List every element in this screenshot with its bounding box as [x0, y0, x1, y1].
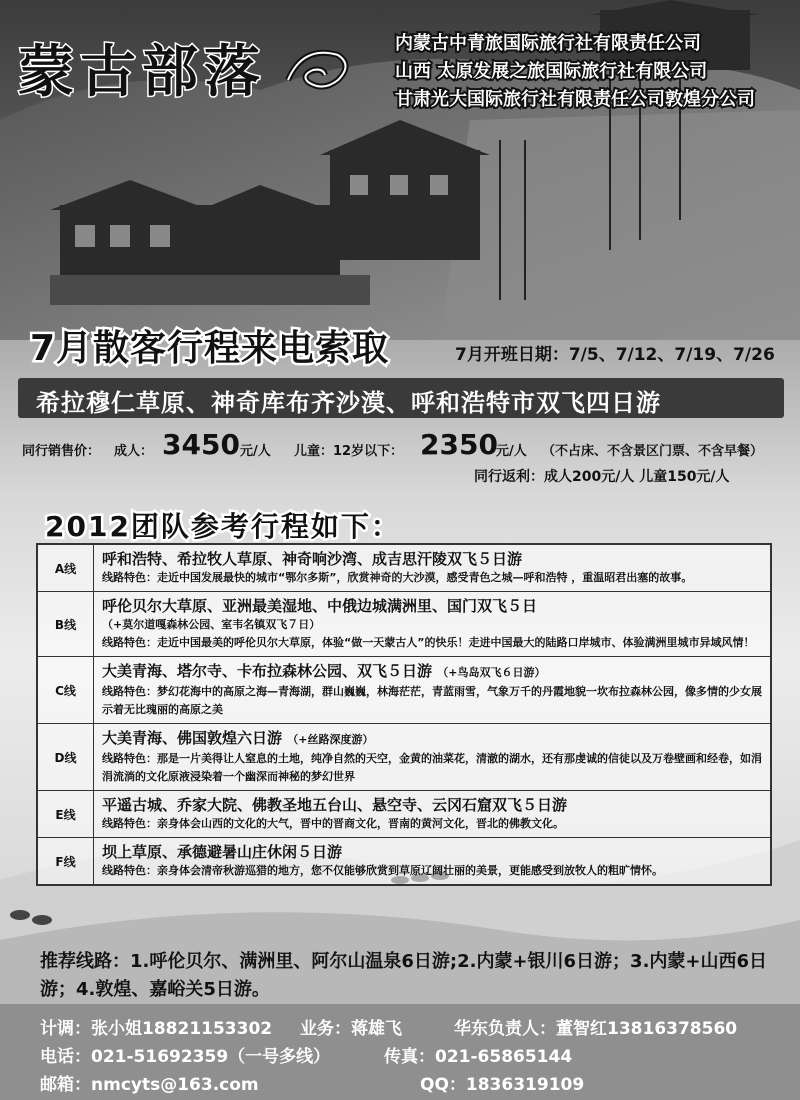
- price-row: [22, 428, 792, 464]
- headline: 7月散客行程来电索取: [30, 328, 390, 369]
- itinerary-table: [36, 543, 772, 886]
- child-price: 2350: [420, 428, 498, 461]
- child-label: 儿童：12岁以下：: [294, 444, 404, 459]
- route-code: A线: [38, 545, 94, 591]
- class-dates: 7月开班日期：7/5、7/12、7/19、7/26: [455, 345, 775, 365]
- route-title: 坝上草原、承德避暑山庄休闲５日游: [102, 843, 343, 861]
- swirl-logo-icon: [283, 40, 353, 100]
- sales-contact: 业务：蒋雄飞: [300, 1019, 402, 1039]
- route-description: 线路特色：亲身体会山西的文化的大气，晋中的晋商文化，晋南的黄河文化，晋北的佛教文化。: [102, 817, 564, 830]
- price-note: （不占床、不含景区门票、不含早餐）: [542, 444, 764, 459]
- company-name: 山西 太原发展之旅国际旅行社有限公司: [395, 61, 708, 82]
- route-code: D线: [38, 724, 94, 790]
- fax-number: 传真：021-65865144: [384, 1047, 573, 1067]
- price-label: 同行销售价：: [22, 444, 101, 459]
- itinerary-row: [38, 837, 770, 884]
- east-china-contact: 华东负责人：董智红13816378560: [454, 1019, 738, 1039]
- route-code: B线: [38, 592, 94, 656]
- company-name: 内蒙古中青旅国际旅行社有限责任公司: [395, 33, 701, 54]
- route-code: C线: [38, 657, 94, 723]
- logo: [18, 20, 348, 110]
- child-unit: 元/人: [496, 444, 527, 459]
- company-list: [395, 30, 795, 114]
- itinerary-row: [38, 656, 770, 723]
- featured-route-banner: [18, 378, 784, 418]
- contact-bar: [0, 1004, 800, 1100]
- route-extra: （+丝路深度游）: [287, 733, 374, 746]
- route-description: 线路特色：那是一片美得让人窒息的土地，纯净自然的天空，金黄的油菜花，清澈的湖水，还有那虔诚的信徒以及万卷壁画和经卷，如涓涓流淌的文化原液浸染着一个幽深而神秘的梦幻世界: [102, 752, 762, 783]
- route-title: 大美青海、塔尔寺、卡布拉森林公园、双飞５日游: [102, 662, 433, 680]
- route-description: 线路特色：走近中国最美的呼伦贝尔大草原，体验“做一天蒙古人”的快乐！走进中国最大的陆路口岸城市、体验满洲里城市异域风情！: [102, 636, 755, 649]
- route-code: E线: [38, 791, 94, 837]
- adult-label: 成人：: [114, 444, 154, 459]
- route-description: 线路特色：梦幻花海中的高原之海—青海湖，群山巍巍，林海茫茫，青蓝雨雪，气象万千的丹霞地貌一坎布拉森林公园，像多情的少女展示着无比瑰丽的高原之美: [102, 685, 762, 716]
- route-title: 呼伦贝尔大草原、亚洲最美湿地、中俄边城满洲里、国门双飞５日: [102, 597, 538, 615]
- route-title: 平遥古城、乔家大院、佛教圣地五台山、悬空寺、云冈石窟双飞５日游: [102, 796, 568, 814]
- itinerary-row: [38, 790, 770, 837]
- route-code: F线: [38, 838, 94, 884]
- phone-number: 电话：021-51692359（一号多线）: [40, 1047, 331, 1067]
- route-title: 大美青海、佛国敦煌六日游: [102, 729, 283, 747]
- itinerary-row: [38, 591, 770, 656]
- featured-route-title: 希拉穆仁草原、神奇库布齐沙漠、呼和浩特市双飞四日游: [36, 389, 661, 417]
- qq-number: QQ：1836319109: [420, 1075, 585, 1095]
- logo-text: 蒙古部落: [18, 39, 266, 105]
- adult-price: 3450: [162, 428, 240, 461]
- recommended-routes: 推荐线路：1.呼伦贝尔、满洲里、阿尔山温泉6日游;2.内蒙+银川6日游；3.内蒙+山西6日游；4.敦煌、嘉峪关5日游。: [40, 951, 768, 1000]
- company-name: 甘肃光大国际旅行社有限责任公司敦煌分公司: [395, 89, 755, 110]
- route-extra: （+鸟岛双飞６日游）: [437, 666, 546, 679]
- route-description: 线路特色：走近中国发展最快的城市“鄂尔多斯”，欣赏神奇的大沙漠，感受青色之城—呼和浩特 ，重温昭君出塞的故事。: [102, 571, 693, 584]
- route-description: 线路特色：亲身体会清帝秋游巡猎的地方，您不仅能够欣赏到草原辽阔壮丽的美景，更能感受到放牧人的粗旷情怀。: [102, 864, 663, 877]
- dispatcher-contact: 计调：张小姐18821153302: [40, 1019, 273, 1039]
- route-subtitle: （+莫尔道嘎森林公园、室韦名镇双飞７日）: [102, 618, 321, 631]
- itinerary-row: [38, 723, 770, 790]
- rebate: 同行返利：成人200元/人 儿童150元/人: [474, 469, 730, 485]
- route-title: 呼和浩特、希拉牧人草原、神奇响沙湾、成吉思汗陵双飞５日游: [102, 550, 523, 568]
- email-address: 邮箱：nmcyts@163.com: [40, 1075, 259, 1095]
- itinerary-row: [38, 545, 770, 591]
- section-title: 2012团队参考行程如下：: [45, 510, 401, 543]
- adult-unit: 元/人: [240, 444, 271, 459]
